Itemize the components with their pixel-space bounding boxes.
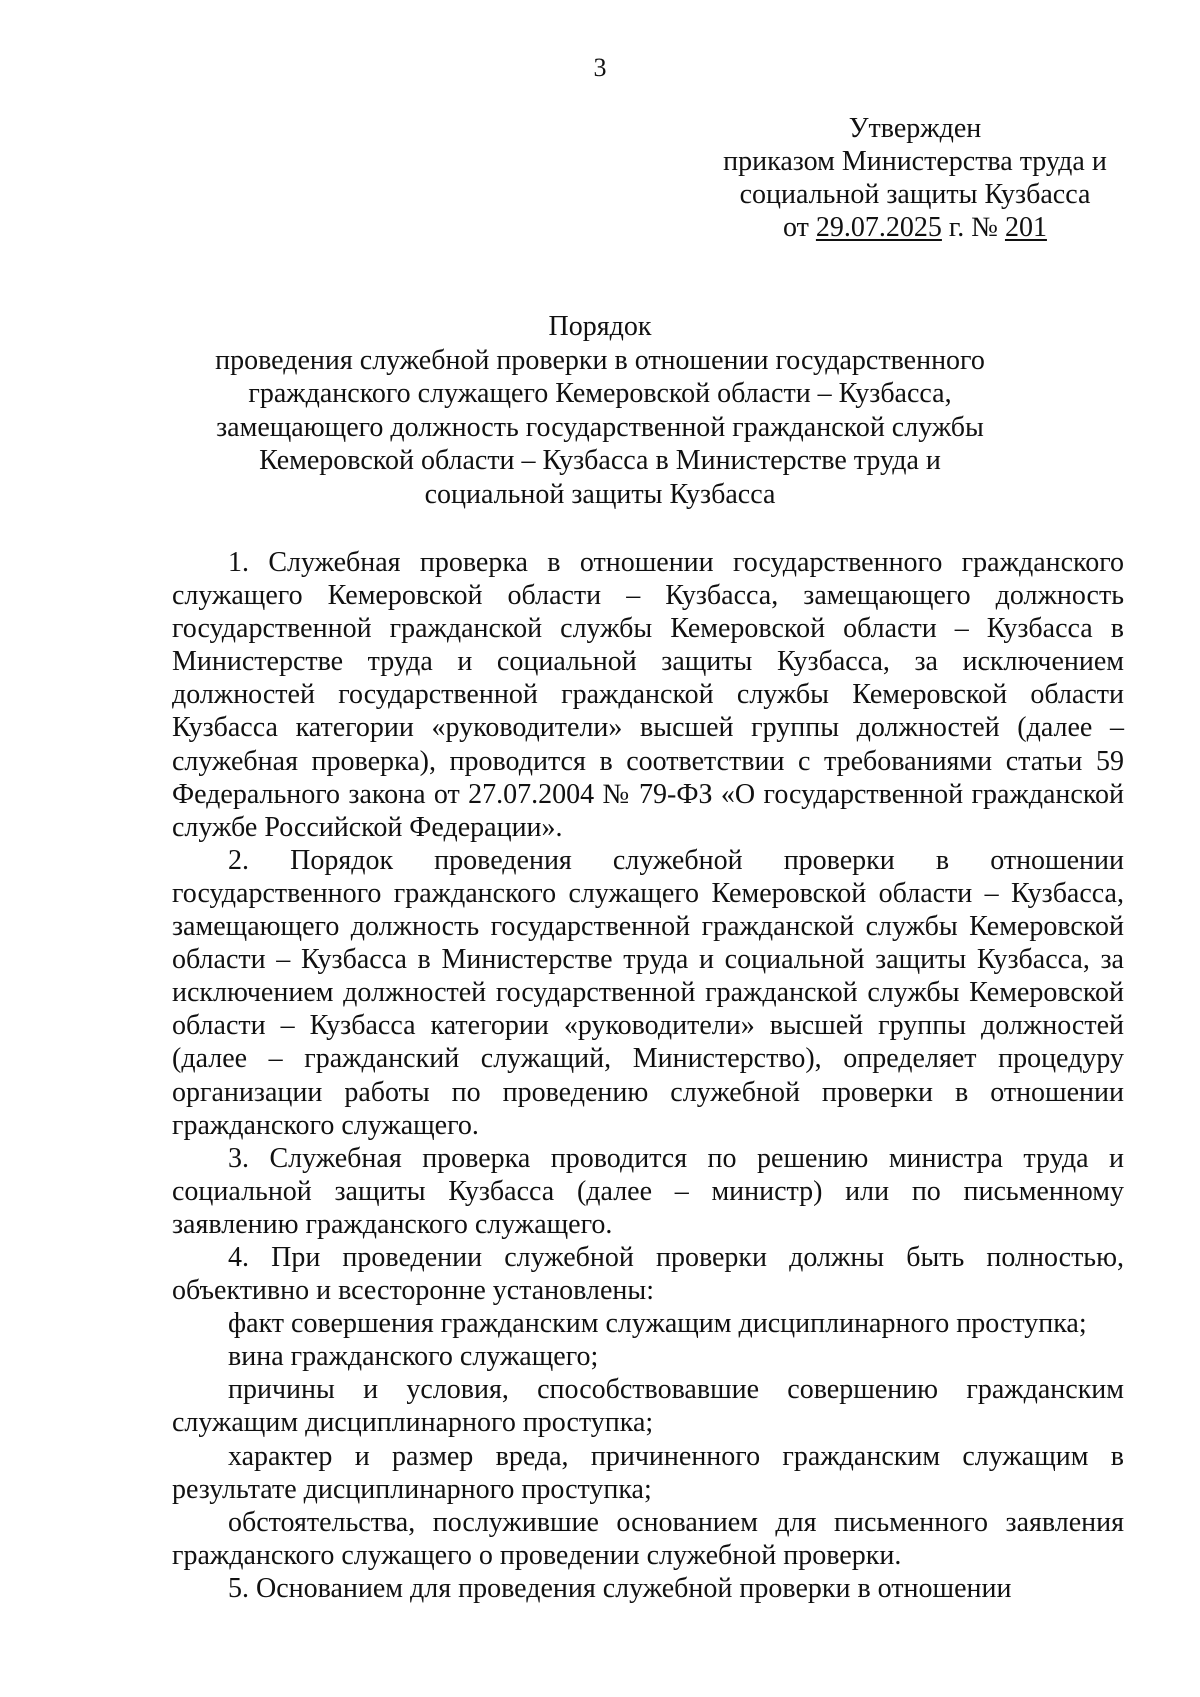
paragraph-5: 5. Основанием для проведения служебной проверки в отношении (228, 1572, 1012, 1604)
approval-stamp-block (700, 112, 1130, 244)
title-line-3: замещающего должность государственной гражданской службы (216, 411, 984, 443)
approval-date-prefix: от (783, 212, 816, 243)
approval-date-line (700, 211, 1130, 244)
document-title (170, 310, 1030, 511)
title-heading: Порядок (548, 311, 652, 342)
title-line-1: проведения служебной проверки в отношении государственного (215, 344, 985, 376)
title-line-4: Кемеровской области – Кузбасса в Министерстве труда и (259, 445, 941, 476)
approval-line-3: социальной защиты Кузбасса (739, 179, 1091, 210)
paragraph-4-item-4: характер и размер вреда, причиненного гражданским служащим в результате дисциплинарного проступка; (172, 1440, 1124, 1505)
paragraph-4-item-5: обстоятельства, послужившие основанием для письменного заявления гражданского служащего о проведении служебной проверки. (172, 1506, 1124, 1571)
title-line-5: социальной защиты Кузбасса (424, 478, 776, 510)
approval-line-2: приказом Министерства труда и (723, 146, 1107, 177)
document-body (172, 546, 1124, 1605)
approval-line-1: Утвержден (848, 113, 982, 144)
paragraph-4-item-2: вина гражданского служащего; (228, 1341, 599, 1373)
paragraph-4: 4. При проведении служебной проверки должны быть полностью, объективно и всесторонне установлены: (172, 1241, 1124, 1307)
paragraph-3: 3. Служебная проверка проводится по решению министра труда и социальной защиты Кузбасса (далее – министр) или по письменному заявлению гражданского служащего. (172, 1142, 1124, 1240)
page-number: 3 (593, 53, 607, 82)
approval-number: 201 (1004, 212, 1047, 243)
paragraph-2: 2. Порядок проведения служебной проверки в отношении государственного гражданского служащего Кемеровской области – Кузбасса, замещающего должность государственной гражданской службы Кемеровской области – Кузбасса в Министерстве труда и социальной защиты Кузбасса, за исключением должностей государственной гражданской службы Кемеровской области – Кузбасса категории «руководители» высшей группы должностей (далее – гражданский служащий, Министерство), определяет процедуру организации работы по проведению служебной проверки в отношении гражданского служащего. (172, 844, 1124, 1141)
approval-date: 29.07.2025 (815, 212, 942, 243)
paragraph-4-item-3: причины и условия, способствовавшие совершению гражданским служащим дисциплинарного проступка; (172, 1374, 1124, 1439)
paragraph-4-item-1: факт совершения гражданским служащим дисциплинарного проступка; (228, 1308, 1087, 1340)
approval-date-suffix: г. № (941, 212, 1005, 243)
paragraph-1: 1. Служебная проверка в отношении государственного гражданского служащего Кемеровской области – Кузбасса, замещающего должность государственной гражданской службы Кемеровской области – Кузбасса в Министерстве труда и социальной защиты Кузбасса, за исключением должностей государственной гражданской службы Кемеровской области Кузбасса категории «руководители» высшей группы должностей (далее – служебная проверка), проводится в соответствии с требованиями статьи 59 Федерального закона от 27.07.2004 № 79-ФЗ «О государственной гражданской службе Российской Федерации». (172, 547, 1124, 843)
title-line-2: гражданского служащего Кемеровской области – Кузбасса, (248, 378, 952, 409)
